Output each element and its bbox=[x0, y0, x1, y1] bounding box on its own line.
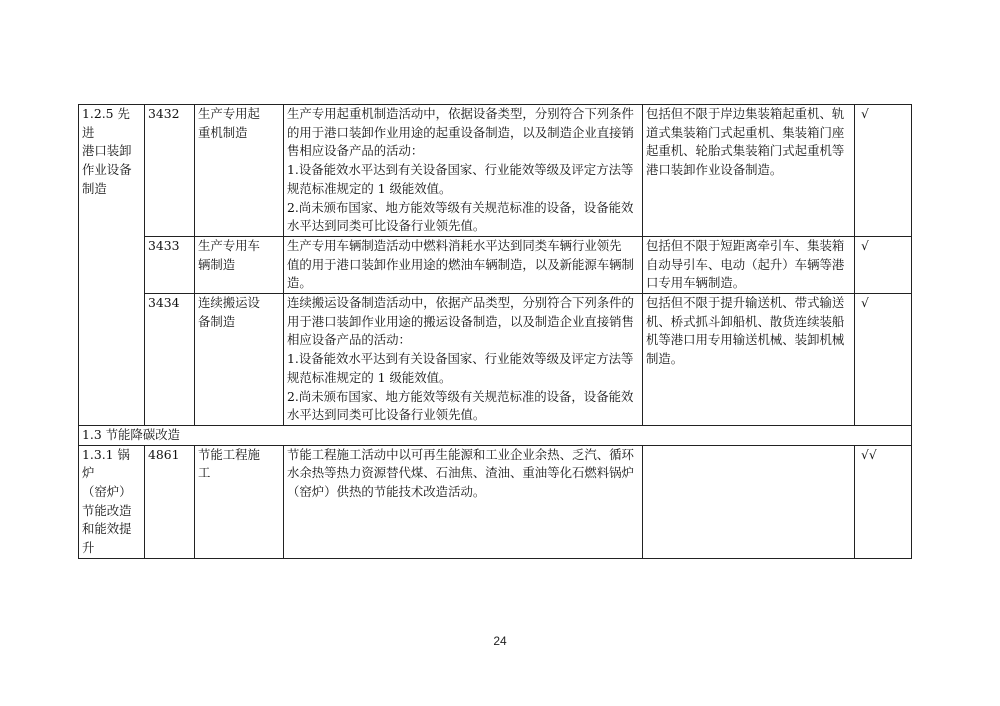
section-header-row bbox=[79, 425, 912, 445]
description-cell: 节能工程施工活动中以可再生能源和工业企业余热、乏汽、循环 水余热等热力资源替代煤、石油焦、渣油、重油等化石燃料锅炉 （窑炉）供热的节能技术改造活动。 bbox=[284, 445, 643, 558]
category-cell: 1.2.5 先进 港口装卸 作业设备 制造 bbox=[79, 105, 145, 426]
table-row bbox=[79, 445, 912, 558]
industry-name-cell: 生产专用车 辆制造 bbox=[195, 236, 284, 293]
check-mark-cell: √ bbox=[855, 294, 912, 426]
classification-table bbox=[78, 104, 912, 559]
table-row bbox=[79, 105, 912, 237]
note-cell bbox=[643, 445, 855, 558]
description-cell: 生产专用车辆制造活动中燃料消耗水平达到同类车辆行业领先 值的用于港口装卸作业用途的燃油车辆制造，以及新能源车辆制 造。 bbox=[284, 236, 643, 293]
table-row bbox=[79, 236, 912, 293]
code-cell: 3433 bbox=[145, 236, 195, 293]
check-mark-cell: √ bbox=[855, 236, 912, 293]
table-row bbox=[79, 294, 912, 426]
code-cell: 4861 bbox=[145, 445, 195, 558]
description-cell: 连续搬运设备制造活动中，依据产品类型，分别符合下列条件的 用于港口装卸作业用途的搬运设备制造，以及制造企业直接销售 相应设备产品的活动： 1.设备能效水平达到有关设备国家、行业能效等级及评定方法等 规范标准规定的 1 级能效值。 2.尚未颁布国家、地方能效等级有关规范标准的设备，设备能效 水平达到同类可比设备行业领先值。 bbox=[284, 294, 643, 426]
code-cell: 3434 bbox=[145, 294, 195, 426]
category-cell: 1.3.1 锅炉 （窑炉） 节能改造 和能效提 升 bbox=[79, 445, 145, 558]
check-mark-cell: √√ bbox=[855, 445, 912, 558]
note-cell: 包括但不限于岸边集装箱起重机、轨 道式集装箱门式起重机、集装箱门座 起重机、轮胎式集装箱门式起重机等 港口装卸作业设备制造。 bbox=[643, 105, 855, 237]
check-mark-cell: √ bbox=[855, 105, 912, 237]
section-title: 1.3 节能降碳改造 bbox=[79, 425, 912, 445]
industry-name-cell: 节能工程施 工 bbox=[195, 445, 284, 558]
note-cell: 包括但不限于提升输送机、带式输送 机、桥式抓斗卸船机、散货连续装船 机等港口用专用输送机械、装卸机械 制造。 bbox=[643, 294, 855, 426]
page-number: 24 bbox=[493, 634, 507, 648]
industry-name-cell: 连续搬运设 备制造 bbox=[195, 294, 284, 426]
description-cell: 生产专用起重机制造活动中，依据设备类型，分别符合下列条件 的用于港口装卸作业用途的起重设备制造，以及制造企业直接销 售相应设备产品的活动： 1.设备能效水平达到有关设备国家、行业能效等级及评定方法等 规范标准规定的 1 级能效值。 2.尚未颁布国家、地方能效等级有关规范标准的设备，设备能效 水平达到同类可比设备行业领先值。 bbox=[284, 105, 643, 237]
note-cell: 包括但不限于短距离牵引车、集装箱 自动导引车、电动（起升）车辆等港 口专用车辆制造。 bbox=[643, 236, 855, 293]
industry-name-cell: 生产专用起 重机制造 bbox=[195, 105, 284, 237]
code-cell: 3432 bbox=[145, 105, 195, 237]
